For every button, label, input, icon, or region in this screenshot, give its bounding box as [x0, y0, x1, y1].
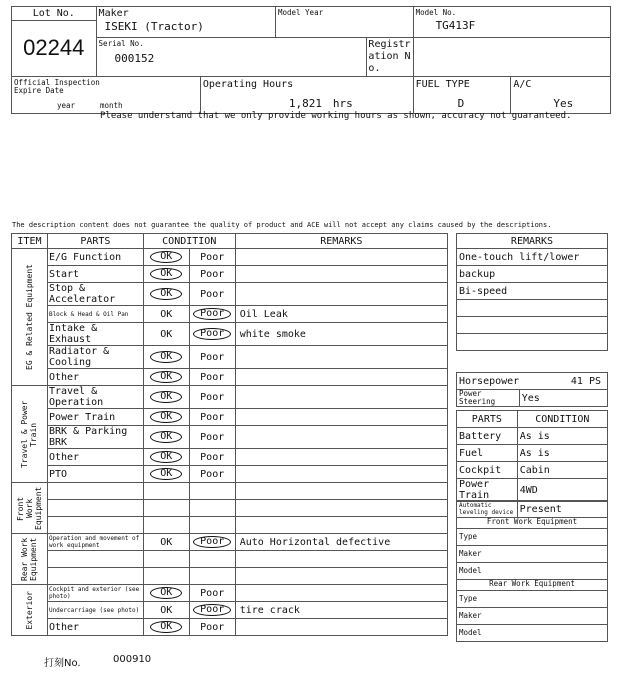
part-cell — [47, 619, 143, 636]
remark-text: white smoke — [239, 328, 306, 340]
condition-poor-cell — [189, 386, 235, 409]
hours-label: Operating Hours — [202, 79, 294, 90]
condition-poor-option: Poor — [200, 288, 225, 300]
spec-table — [456, 372, 608, 407]
condition-header: CONDITION — [517, 411, 607, 428]
table-row — [12, 306, 448, 323]
part-power-train-condition: 4WD — [517, 479, 607, 502]
table-row — [12, 386, 448, 409]
part-cell — [47, 386, 143, 409]
condition-poor-option: Poor — [200, 391, 225, 403]
part-cell — [47, 568, 143, 585]
condition-poor-cell — [189, 409, 235, 426]
part-label: Undercarriage (see photo) — [48, 606, 140, 614]
table-row — [12, 283, 448, 306]
condition-ok-circled: OK — [150, 451, 182, 463]
condition-ok-cell — [143, 306, 189, 323]
front-equipment-table — [456, 517, 608, 580]
part-label: Other — [48, 621, 80, 633]
remark-cell — [235, 369, 447, 386]
fuel-cell — [413, 77, 511, 114]
power-steering-value: Yes — [519, 390, 607, 407]
part-fuel-condition: As is — [517, 445, 607, 462]
remark-cell — [235, 466, 447, 483]
item-group-0 — [12, 249, 48, 386]
condition-poor-option: Poor — [200, 468, 225, 480]
condition-ok-circled: OK — [150, 621, 182, 633]
condition-ok-cell — [143, 386, 189, 409]
col-item: ITEM — [12, 234, 48, 249]
stamp-value: 000910 — [113, 654, 152, 665]
remark-text: Oil Leak — [239, 308, 288, 320]
remark-text: tire crack — [239, 604, 300, 616]
condition-table-body — [12, 249, 448, 636]
item-group-label: EG & Related Equipment — [24, 264, 34, 370]
table-row — [12, 323, 448, 346]
hours-cell — [200, 77, 413, 114]
condition-ok-cell — [143, 602, 189, 619]
inspection-cell — [12, 77, 201, 114]
table-row — [12, 568, 448, 585]
condition-ok-cell — [143, 517, 189, 534]
condition-poor-cell — [189, 500, 235, 517]
condition-ok-cell — [143, 346, 189, 369]
condition-poor-cell — [189, 551, 235, 568]
condition-poor-circled: Poor — [193, 308, 231, 320]
condition-ok-circled: OK — [150, 371, 182, 383]
part-label: Operation and movement of work equipment — [48, 535, 140, 549]
condition-poor-cell — [189, 266, 235, 283]
table-row — [12, 449, 448, 466]
part-label: PTO — [48, 468, 68, 480]
part-label: Start — [48, 268, 80, 280]
serial-label: Serial No. — [98, 39, 144, 48]
remark-cell — [235, 500, 447, 517]
remark-cell — [235, 551, 447, 568]
condition-poor-circled: Poor — [193, 604, 231, 616]
inspection-label: Official Inspection Expire Date — [14, 78, 100, 95]
condition-poor-cell — [189, 306, 235, 323]
condition-poor-cell — [189, 483, 235, 500]
remark-cell — [235, 306, 447, 323]
registration-value-cell — [413, 38, 610, 77]
condition-poor-option: Poor — [200, 411, 225, 423]
condition-poor-cell — [189, 449, 235, 466]
part-cell — [47, 534, 143, 551]
ac-cell — [511, 77, 611, 114]
condition-ok-cell — [143, 449, 189, 466]
ac-value: Yes — [553, 97, 574, 110]
condition-poor-cell — [189, 466, 235, 483]
part-cell — [47, 500, 143, 517]
year-label: year — [57, 101, 76, 110]
table-row — [12, 466, 448, 483]
condition-ok-circled: OK — [150, 288, 182, 300]
condition-ok-cell — [143, 409, 189, 426]
remark-cell — [235, 386, 447, 409]
parts-condition-table — [456, 410, 608, 502]
remark-cell — [235, 602, 447, 619]
item-group-label: Rear Work Equipment — [20, 537, 39, 581]
condition-poor-cell — [189, 323, 235, 346]
remark-text: Auto Horizontal defective — [239, 536, 391, 548]
part-label: BRK & Parking BRK — [48, 426, 128, 448]
condition-ok-cell — [143, 426, 189, 449]
serial-value: 000152 — [114, 52, 155, 65]
col-condition: CONDITION — [143, 234, 235, 249]
part-cell — [47, 249, 143, 266]
remark-cell — [235, 346, 447, 369]
maker-label: Maker — [98, 8, 129, 19]
part-cell — [47, 585, 143, 602]
maker-cell — [96, 7, 275, 38]
condition-poor-circled: Poor — [193, 536, 231, 548]
condition-poor-option: Poor — [200, 621, 225, 633]
condition-ok-cell — [143, 619, 189, 636]
right-remark-1: One-touch lift/lower — [457, 249, 608, 266]
table-row — [12, 266, 448, 283]
condition-ok-cell — [143, 534, 189, 551]
condition-ok-circled: OK — [150, 391, 182, 403]
condition-poor-cell — [189, 534, 235, 551]
remark-cell — [235, 266, 447, 283]
part-label: Stop & Accelerator — [48, 283, 116, 305]
condition-poor-cell — [189, 619, 235, 636]
part-cell — [47, 483, 143, 500]
hours-notice: Please understand that we only provide working hours as shown, accuracy not guaranteed. — [100, 111, 572, 121]
right-remarks-table — [456, 233, 608, 351]
part-label: Other — [48, 451, 80, 463]
right-remark-2: backup — [457, 266, 608, 283]
item-group-label: Front Work Equipment — [15, 486, 43, 530]
remark-cell — [235, 534, 447, 551]
condition-ok-cell — [143, 551, 189, 568]
condition-poor-cell — [189, 369, 235, 386]
front-equipment-header: Front Work Equipment — [457, 517, 608, 528]
model-year-cell — [275, 7, 413, 38]
header-table — [11, 6, 611, 114]
condition-poor-cell — [189, 568, 235, 585]
condition-ok-cell — [143, 585, 189, 602]
condition-poor-cell — [189, 426, 235, 449]
condition-ok-circled: OK — [150, 468, 182, 480]
power-steering-label: Power Steering — [457, 390, 520, 407]
remark-cell — [235, 585, 447, 602]
condition-ok-circled: OK — [150, 351, 182, 363]
condition-ok-cell — [143, 483, 189, 500]
condition-ok-circled: OK — [150, 251, 182, 263]
description-notice: The description content does not guarantee the quality of product and ACE will not accept any claims caused by the descriptions. — [12, 221, 552, 229]
condition-ok-option: OK — [160, 308, 173, 320]
col-remarks: REMARKS — [235, 234, 447, 249]
table-row — [12, 409, 448, 426]
condition-poor-option: Poor — [200, 587, 225, 599]
hours-value: 1,821 — [288, 97, 322, 110]
maker-value: ISEKI (Tractor) — [104, 20, 204, 33]
right-remark-3: Bi-speed — [457, 283, 608, 300]
model-no-value: TG413F — [435, 19, 476, 32]
part-cell — [47, 266, 143, 283]
condition-ok-circled: OK — [150, 587, 182, 599]
part-fuel: Fuel — [457, 445, 518, 462]
table-row — [12, 551, 448, 568]
auto-leveling-label: Automatic leveling device — [457, 501, 518, 518]
part-label: Other — [48, 371, 80, 383]
condition-poor-cell — [189, 283, 235, 306]
stamp-label: 打刻No. — [44, 658, 81, 669]
right-remarks-header: REMARKS — [457, 234, 608, 249]
condition-ok-option: OK — [160, 604, 173, 616]
item-group-2 — [12, 483, 48, 534]
condition-poor-option: Poor — [200, 351, 225, 363]
condition-ok-circled: OK — [150, 411, 182, 423]
table-row — [12, 619, 448, 636]
part-cockpit: Cockpit — [457, 462, 518, 479]
condition-table — [11, 233, 448, 636]
part-cell — [47, 323, 143, 346]
remark-cell — [235, 323, 447, 346]
part-cell — [47, 306, 143, 323]
horsepower-label: Horsepower — [457, 373, 520, 390]
remark-cell — [235, 283, 447, 306]
condition-ok-circled: OK — [150, 431, 182, 443]
remark-cell — [235, 426, 447, 449]
part-label: Power Train — [48, 411, 116, 423]
rear-equipment-header: Rear Work Equipment — [457, 579, 608, 590]
condition-ok-cell — [143, 466, 189, 483]
remark-cell — [235, 409, 447, 426]
condition-ok-option: OK — [160, 328, 173, 340]
part-battery: Battery — [457, 428, 518, 445]
condition-ok-cell — [143, 568, 189, 585]
part-cell — [47, 551, 143, 568]
registration-cell — [367, 38, 413, 77]
model-no-cell — [413, 7, 610, 38]
serial-cell — [96, 38, 367, 77]
item-group-label: Travel & Power Train — [20, 400, 39, 468]
condition-poor-cell — [189, 346, 235, 369]
lot-cell — [12, 7, 97, 77]
condition-poor-cell — [189, 517, 235, 534]
part-battery-condition: As is — [517, 428, 607, 445]
condition-ok-cell — [143, 500, 189, 517]
rear-model-label: Model — [457, 624, 608, 641]
lot-value: 02244 — [23, 35, 85, 60]
parts-header: PARTS — [457, 411, 518, 428]
lot-label: Lot No. — [11, 7, 97, 21]
part-label: Intake & Exhaust — [48, 323, 98, 345]
condition-poor-circled: Poor — [193, 328, 231, 340]
remark-cell — [235, 449, 447, 466]
condition-ok-cell — [143, 249, 189, 266]
remark-cell — [235, 483, 447, 500]
horsepower-value: 41 PS — [519, 373, 607, 390]
condition-poor-option: Poor — [200, 431, 225, 443]
item-group-1 — [12, 386, 48, 483]
item-group-label: Exterior — [24, 590, 34, 630]
rear-type-label: Type — [457, 590, 608, 607]
part-cell — [47, 517, 143, 534]
table-row — [12, 602, 448, 619]
rear-equipment-table — [456, 579, 608, 642]
part-label: Cockpit and exterior (see photo) — [48, 586, 140, 600]
table-row — [12, 500, 448, 517]
condition-ok-cell — [143, 323, 189, 346]
part-cell — [47, 283, 143, 306]
part-cockpit-condition: Cabin — [517, 462, 607, 479]
model-year-label: Model Year — [277, 8, 324, 17]
hours-unit: hrs — [332, 97, 353, 110]
remark-cell — [235, 619, 447, 636]
condition-poor-option: Poor — [200, 371, 225, 383]
item-group-3 — [12, 534, 48, 585]
condition-ok-option: OK — [160, 536, 173, 548]
part-label: Block & Head & Oil Pan — [48, 310, 129, 318]
auto-leveling-value: Present — [517, 501, 607, 518]
part-cell — [47, 449, 143, 466]
table-row — [12, 517, 448, 534]
remark-cell — [235, 568, 447, 585]
part-cell — [47, 409, 143, 426]
condition-poor-cell — [189, 602, 235, 619]
condition-poor-option: Poor — [200, 268, 225, 280]
part-cell — [47, 426, 143, 449]
item-group-4 — [12, 585, 48, 636]
ac-label: A/C — [513, 79, 532, 90]
registration-label: Registration No. — [368, 39, 411, 74]
model-no-label: Model No. — [415, 8, 457, 17]
table-row — [12, 249, 448, 266]
fuel-label: FUEL TYPE — [415, 79, 470, 90]
condition-ok-cell — [143, 283, 189, 306]
remark-cell — [235, 517, 447, 534]
condition-ok-circled: OK — [150, 268, 182, 280]
condition-ok-cell — [143, 266, 189, 283]
table-row — [12, 483, 448, 500]
month-label: month — [100, 101, 123, 110]
col-parts: PARTS — [47, 234, 143, 249]
part-label: Radiator & Cooling — [48, 346, 110, 368]
table-row — [12, 534, 448, 551]
part-label: E/G Function — [48, 251, 122, 263]
condition-poor-option: Poor — [200, 251, 225, 263]
condition-poor-cell — [189, 585, 235, 602]
front-type-label: Type — [457, 528, 608, 545]
condition-poor-option: Poor — [200, 451, 225, 463]
part-label: Travel & Operation — [48, 386, 104, 408]
remark-cell — [235, 249, 447, 266]
part-power-train: Power Train — [457, 479, 518, 502]
table-row — [12, 426, 448, 449]
fuel-value: D — [457, 97, 465, 110]
table-row — [12, 369, 448, 386]
part-cell — [47, 369, 143, 386]
auto-leveling-table — [456, 500, 608, 518]
table-row — [12, 346, 448, 369]
front-model-label: Model — [457, 562, 608, 579]
condition-poor-cell — [189, 249, 235, 266]
part-cell — [47, 466, 143, 483]
table-row — [12, 585, 448, 602]
front-maker-label: Maker — [457, 545, 608, 562]
part-cell — [47, 346, 143, 369]
rear-maker-label: Maker — [457, 607, 608, 624]
part-cell — [47, 602, 143, 619]
condition-ok-cell — [143, 369, 189, 386]
